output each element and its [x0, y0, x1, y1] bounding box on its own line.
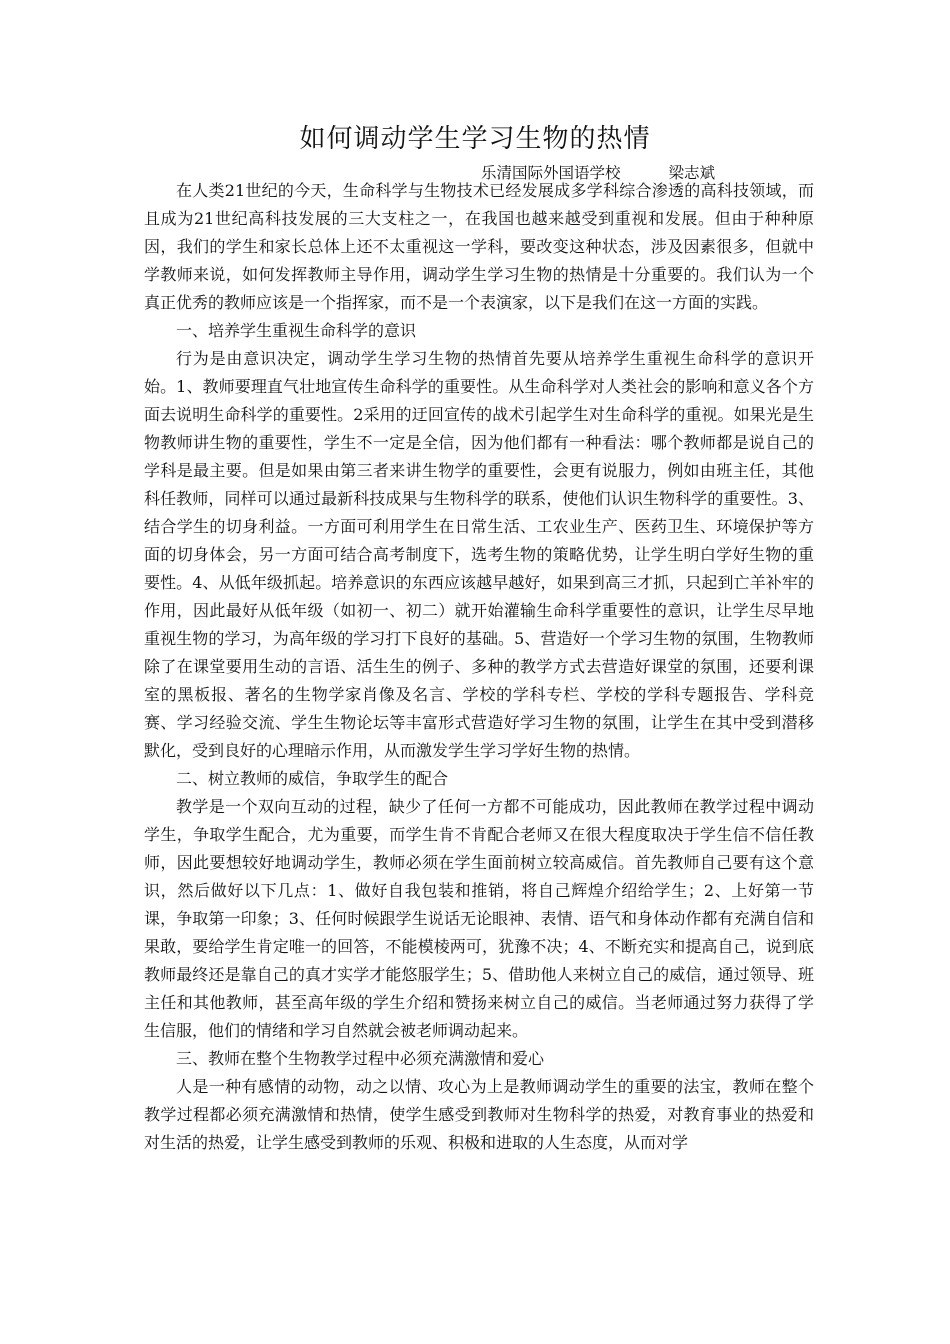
section-heading-2: 二、树立教师的威信，争取学生的配合	[176, 769, 449, 788]
school-name: 乐清国际外国语学校	[481, 164, 621, 182]
document-title: 如何调动学生学习生物的热情	[299, 124, 651, 154]
section-heading-1: 一、培养学生重视生命科学的意识	[176, 321, 417, 340]
intro-paragraph: 在人类21世纪的今天，生命科学与生物技术已经发展成多学科综合渗透的高科技领域，而且成为21世纪高科技发展的三大支柱之一，在我国也越来越受到重视和发展。但由于种种原因，我们的学生和家长总体上还不太重视这一学科，要改变这种状态，涉及因素很多，但就中学教师来说，如何发挥教师主导作用，调动学生学习生物的热情是十分重要的。我们认为一个真正优秀的教师应该是一个指挥家，而不是一个表演家，以下是我们在这一方面的实践。	[144, 181, 814, 312]
section-paragraph-3: 人是一种有感情的动物，动之以情、攻心为上是教师调动学生的重要的法宝，教师在整个教学过程都必须充满激情和热情，使学生感受到教师对生物科学的热爱，对教育事业的热爱和对生活的热爱，让学生感受到教师的乐观、积极和进取的人生态度，从而对学	[144, 1077, 814, 1152]
section-paragraph-2: 教学是一个双向互动的过程，缺少了任何一方都不可能成功，因此教师在教学过程中调动学生，争取学生配合，尤为重要，而学生肯不肯配合老师又在很大程度取决于学生信不信任教师，因此要想较好地调动学生，教师必须在学生面前树立较高威信。首先教师自己要有这个意识，然后做好以下几点：1、做好自我包装和推销，将自己辉煌介绍给学生；2、上好第一节课，争取第一印象；3、任何时候跟学生说话无论眼神、表情、语气和身体动作都有充满自信和果敢，要给学生肯定唯一的回答，不能模棱两可，犹豫不决；4、不断充实和提高自己，说到底教师最终还是靠自己的真才实学才能悠服学生；5、借助他人来树立自己的威信，通过领导、班主任和其他教师，甚至高年级的学生介绍和赞扬来树立自己的威信。当老师通过努力获得了学生信服，他们的情绪和学习自然就会被老师调动起来。	[144, 797, 814, 1040]
author-name: 梁志斌	[668, 164, 716, 182]
section-heading-3: 三、教师在整个生物教学过程中必须充满激情和爱心	[176, 1049, 545, 1068]
document-body	[144, 177, 814, 1157]
section-paragraph-1: 行为是由意识决定，调动学生学习生物的热情首先要从培养学生重视生命科学的意识开始。1、教师要理直气壮地宣传生命科学的重要性。从生命科学对人类社会的影响和意义各个方面去说明生命科学的重要性。2采用的迂回宣传的战术引起学生对生命科学的重视。如果光是生物教师讲生物的重要性，学生不一定是全信，因为他们都有一种看法：哪个教师都是说自己的学科是最主要。但是如果由第三者来讲生物学的重要性，会更有说服力，例如由班主任，其他科任教师，同样可以通过最新科技成果与生物科学的联系，使他们认识生物科学的重要性。3、结合学生的切身利益。一方面可利用学生在日常生活、工农业生产、医药卫生、环境保护等方面的切身体会，另一方面可结合高考制度下，选考生物的策略优势，让学生明白学好生物的重要性。4、从低年级抓起。培养意识的东西应该越早越好，如果到高三才抓，只起到亡羊补牢的作用，因此最好从低年级（如初一、初二）就开始灌输生命科学重要性的意识，让学生尽早地重视生物的学习，为高年级的学习打下良好的基础。5、营造好一个学习生物的氛围，生物教师除了在课堂要用生动的言语、活生生的例子、多种的教学方式去营造好课堂的氛围，还要利课室的黑板报、著名的生物学家肖像及名言、学校的学科专栏、学校的学科专题报告、学科竞赛、学习经验交流、学生生物论坛等丰富形式营造好学习生物的氛围，让学生在其中受到潜移默化，受到良好的心理暗示作用，从而激发学生学习学好生物的热情。	[144, 349, 814, 760]
